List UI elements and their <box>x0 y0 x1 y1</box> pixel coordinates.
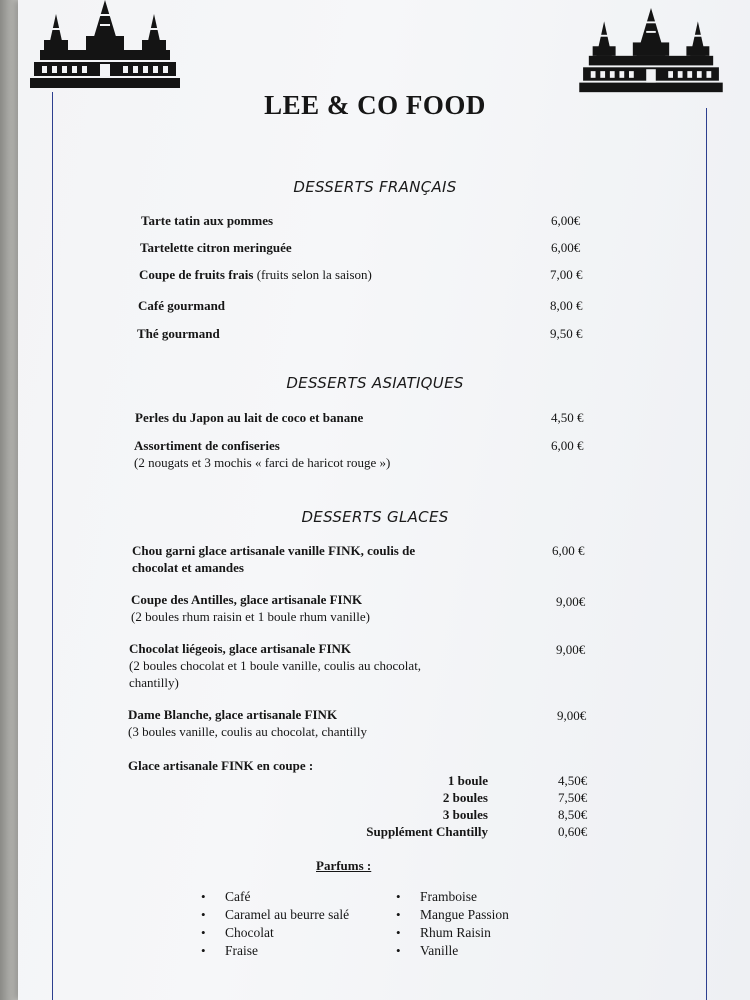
restaurant-title: LEE & CO FOOD <box>264 90 486 120</box>
menu-item <box>137 325 220 342</box>
right-border-line <box>706 108 707 1000</box>
coupe-size-label: 1 boule <box>447 773 488 788</box>
menu-item <box>141 212 273 229</box>
item-price: 8,00 € <box>550 298 583 313</box>
item-price: 7,00 € <box>550 267 583 282</box>
left-border-line <box>52 92 53 1000</box>
item-price: 6,00 € <box>552 543 585 558</box>
coupe-heading: Glace artisanale FINK en coupe : <box>128 758 314 773</box>
item-name: Tartelette citron meringuée <box>140 240 292 255</box>
flavor-item: • Caramel au beurre salé <box>225 906 349 924</box>
flavor-item: • Vanille <box>420 942 458 960</box>
item-name: Coupe des Antilles, glace artisanale FINK <box>131 592 363 607</box>
item-name: Dame Blanche, glace artisanale FINK <box>128 707 338 722</box>
coupe-size-label: Supplément Chantilly <box>366 824 488 839</box>
flavor-item: • Framboise <box>420 888 477 906</box>
coupe-size-price: 7,50€ <box>558 790 588 805</box>
flavor-item: • Fraise <box>225 942 258 960</box>
item-desc: (2 boules chocolat et 1 boule vanille, coulis au chocolat, chantilly) <box>129 658 422 690</box>
flavor-item: • Mangue Passion <box>420 906 509 924</box>
item-desc: (2 boules rhum raisin et 1 boule rhum vanille) <box>131 609 371 624</box>
item-name: Thé gourmand <box>137 326 220 341</box>
parfums-heading: Parfums : <box>316 858 372 873</box>
item-name: Chocolat liégeois, glace artisanale FINK <box>129 641 352 656</box>
flavor-item: • Rhum Raisin <box>420 924 491 942</box>
menu-item <box>138 297 225 314</box>
menu-item <box>132 542 452 576</box>
item-name: Perles du Japon au lait de coco et banane <box>135 410 364 425</box>
item-price: 9,00€ <box>557 708 587 723</box>
menu-item <box>134 437 514 471</box>
item-desc: (fruits selon la saison) <box>253 267 372 282</box>
item-desc: (3 boules vanille, coulis au chocolat, chantilly <box>128 724 367 739</box>
angkor-temple-logo-left <box>30 0 180 92</box>
menu-item <box>135 409 363 426</box>
item-name: Assortiment de confiseries <box>134 438 280 453</box>
menu-item <box>140 239 292 256</box>
flavor-item: • Chocolat <box>225 924 274 942</box>
flavor-item: • Café <box>225 888 250 906</box>
item-price: 6,00 € <box>551 438 584 453</box>
item-price: 6,00€ <box>551 213 581 228</box>
item-desc: (2 nougats et 3 mochis « farci de haricot rouge ») <box>134 455 391 470</box>
menu-page <box>18 0 750 1000</box>
section-heading-desserts-glaces: DESSERTS GLACES <box>301 508 449 526</box>
item-price: 9,00€ <box>556 594 586 609</box>
item-price: 6,00€ <box>551 240 581 255</box>
section-heading-desserts-asiatiques: DESSERTS ASIATIQUES <box>286 374 464 392</box>
coupe-size-label: 2 boules <box>442 790 488 805</box>
coupe-size-label: 3 boules <box>442 807 488 822</box>
item-name: Tarte tatin aux pommes <box>141 213 274 228</box>
item-name: Café gourmand <box>138 298 226 313</box>
item-price: 9,50 € <box>550 326 583 341</box>
angkor-temple-logo-right <box>576 8 726 96</box>
item-price: 9,00€ <box>556 642 586 657</box>
coupe-size-price: 4,50€ <box>558 773 588 788</box>
section-heading-desserts-francais: DESSERTS FRANÇAIS <box>293 178 457 196</box>
menu-item <box>139 266 372 283</box>
menu-item <box>131 591 511 625</box>
coupe-size-price: 8,50€ <box>558 807 588 822</box>
item-name: Chou garni glace artisanale vanille FINK, coulis de chocolat et amandes <box>132 543 416 575</box>
menu-item <box>128 706 508 740</box>
coupe-size-price: 0,60€ <box>558 824 588 839</box>
item-name: Coupe de fruits frais <box>139 267 254 282</box>
menu-item <box>129 640 459 691</box>
item-price: 4,50 € <box>551 410 584 425</box>
